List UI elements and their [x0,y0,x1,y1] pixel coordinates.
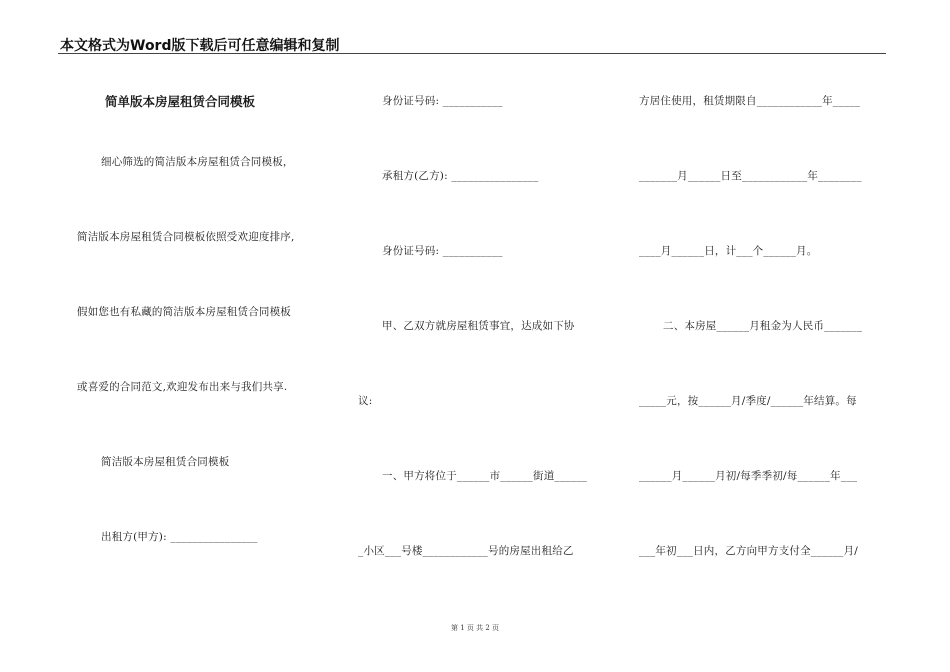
paragraph-line: 细心筛选的简洁版本房屋租赁合同模板， [101,156,294,168]
paragraph-line: 简洁版本房屋租赁合同模板 [101,456,230,468]
paragraph-line: 或喜爱的合同范文,欢迎发布出来与我们共享. [77,381,288,393]
paragraph-line: _______月______日至____________年________ [639,170,862,182]
id-number-field: 身份证号码: ___________ [382,245,503,257]
paragraph-line: 甲、乙双方就房屋租赁事宜，达成如下协 [382,320,575,332]
id-number-field: 身份证号码: ___________ [382,95,503,107]
paragraph-line: ___年初___日内，乙方向甲方支付全______月/ [639,545,858,557]
paragraph-line: 假如您也有私藏的简洁版本房屋租赁合同模板 [77,306,291,318]
paragraph-line: 一、甲方将位于______市______街道______ [382,470,588,482]
header-divider [58,53,886,54]
document-header-title: 本文格式为Word版下载后可任意编辑和复制 [60,38,340,54]
page-number: 第 1 页 共 2 页 [450,624,500,632]
paragraph-line: 方居住使用，租赁期限自____________年_____ [639,95,861,107]
paragraph-line: _____元，按______月/季度/______年结算。每 [639,395,857,407]
paragraph-line: 简洁版本房屋租赁合同模板依照受欢迎度排序, [77,231,295,243]
lessee-field: 承租方(乙方): ________________ [382,170,539,182]
paragraph-line: 二、本房屋______月租金为人民币_______ [663,320,863,332]
paragraph-line: ______月______月初/每季季初/每______年___ [639,470,858,482]
paragraph-line: 议: [358,395,373,407]
paragraph-line: _小区___号楼____________号的房屋出租给乙 [358,545,574,557]
paragraph-line: ____月______日，计___个______月。 [639,245,818,257]
lessor-field: 出租方(甲方): ________________ [101,531,258,543]
document-title: 简单版本房屋租赁合同模板 [105,94,256,109]
